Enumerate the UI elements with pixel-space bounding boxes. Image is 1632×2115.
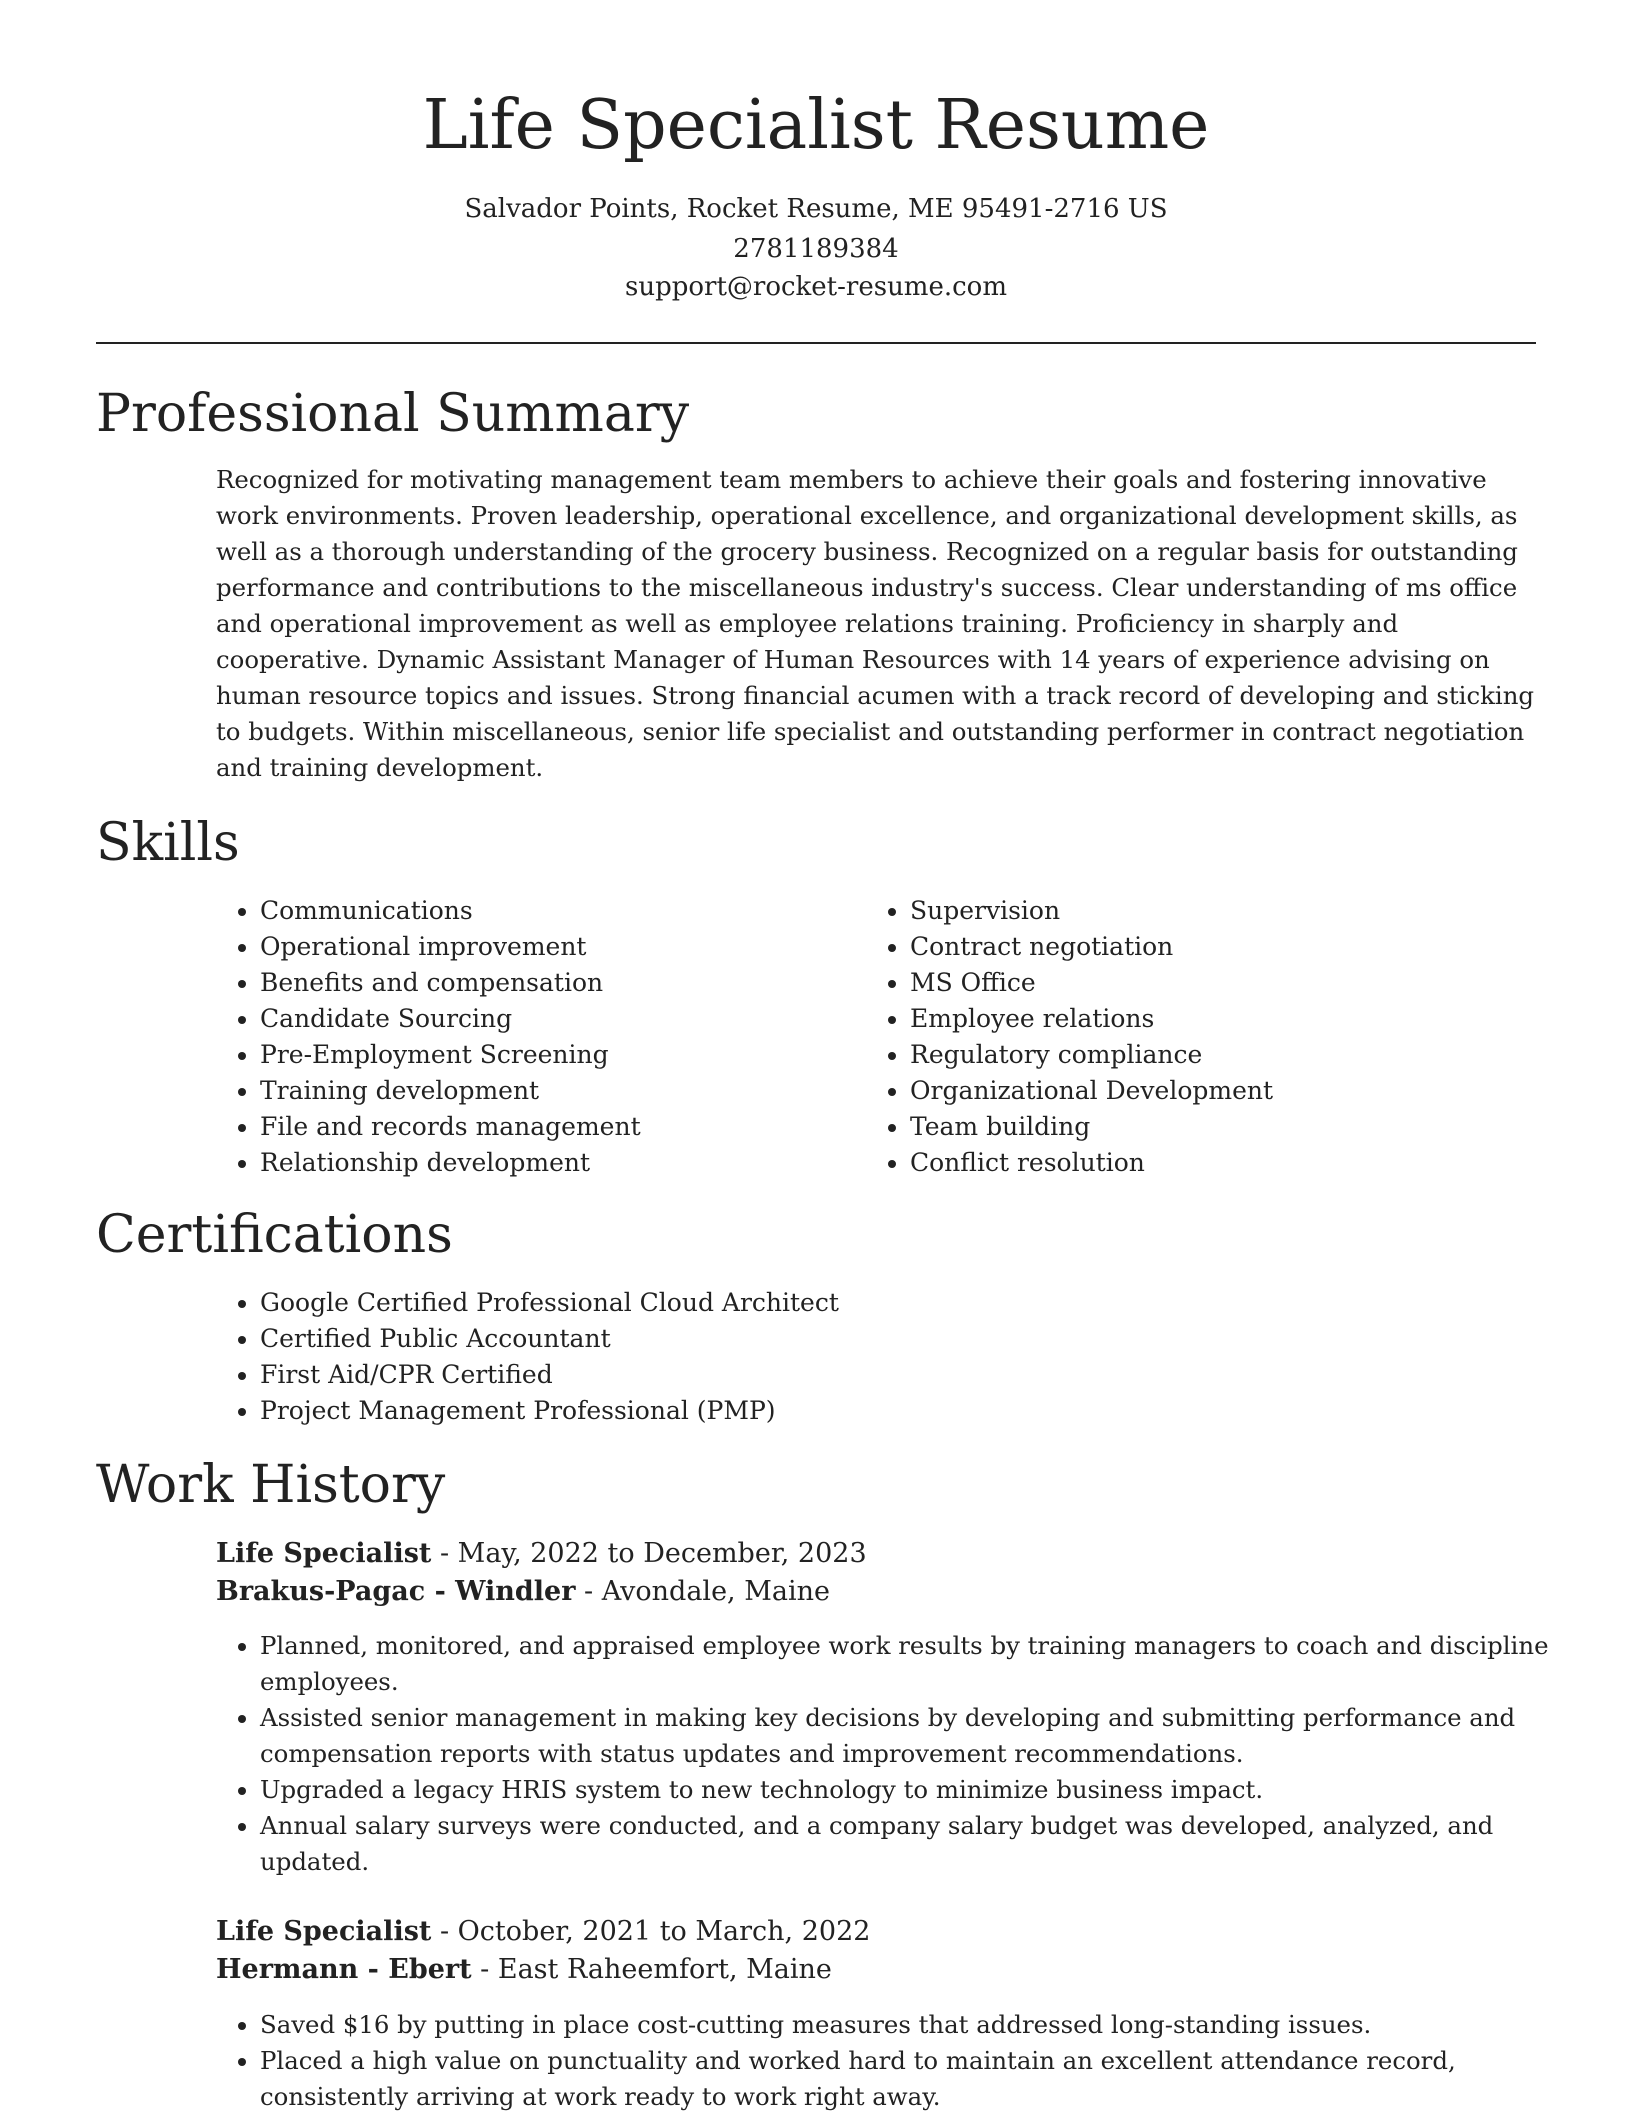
job-duty: • Annual salary surveys were conducted, and a company salary budget was developed, analyzed, and updated.	[260, 1808, 1570, 1880]
certification-item: • Google Certified Professional Cloud Architect	[260, 1285, 1460, 1321]
skill-item: • Operational improvement	[260, 929, 860, 965]
job-duty: • Upgraded a legacy HRIS system to new technology to minimize business impact.	[260, 1772, 1570, 1808]
job-title-line	[216, 1535, 867, 1573]
job-duty: • Assisted senior management in making key decisions by developing and submitting performance and compensation reports with status updates and improvement recommendations.	[260, 1700, 1570, 1772]
job-title-separator: -	[431, 1916, 458, 1947]
skills-heading: Skills	[96, 813, 240, 873]
job-dates: May, 2022 to December, 2023	[457, 1538, 867, 1569]
job-company-line	[216, 1951, 832, 1989]
certification-item: • First Aid/CPR Certified	[260, 1357, 1460, 1393]
skill-item: • Contract negotiation	[910, 929, 1510, 965]
work-history-heading: Work History	[96, 1455, 446, 1515]
skill-item: • MS Office	[910, 965, 1510, 1001]
skill-item: • Employee relations	[910, 1001, 1510, 1037]
job-location: Avondale, Maine	[601, 1576, 830, 1607]
certifications-list	[216, 1285, 1460, 1429]
job-title: Life Specialist	[216, 1916, 432, 1947]
certification-item: • Certified Public Accountant	[260, 1321, 1460, 1357]
contact-address: Salvador Points, Rocket Resume, ME 95491-2716 US	[464, 194, 1168, 224]
certification-item: • Project Management Professional (PMP)	[260, 1393, 1460, 1429]
skill-item: • Relationship development	[260, 1145, 860, 1181]
skills-list-right	[866, 893, 1510, 1181]
summary-text: Recognized for motivating management team members to achieve their goals and fostering innovative work environments. Proven leadership, operational excellence, and organizational development skills, as well as a thorough understanding of the grocery business. Recognized on a regular basis for outstanding performance and contributions to the miscellaneous industry's success. Clear understanding of ms office and operational improvement as well as employee relations training. Proficiency in sharply and cooperative. Dynamic Assistant Manager of Human Resources with 14 years of experience advising on human resource topics and issues. Strong financial acumen with a track record of developing and sticking to budgets. Within miscellaneous, senior life specialist and outstanding performer in contract negotiation and training development.	[216, 465, 1535, 782]
job-duties	[216, 2007, 1570, 2115]
summary-heading: Professional Summary	[96, 384, 690, 444]
skills-list-left	[216, 893, 860, 1181]
job-duty: • Saved $16 by putting in place cost-cutting measures that addressed long-standing issues.	[260, 2007, 1570, 2043]
job-duties	[216, 1628, 1570, 1880]
skill-item: • Organizational Development	[910, 1073, 1510, 1109]
job-dates: October, 2021 to March, 2022	[457, 1916, 871, 1947]
skill-item: • Supervision	[910, 893, 1510, 929]
skill-item: • Team building	[910, 1109, 1510, 1145]
job-company: Hermann - Ebert	[216, 1954, 472, 1985]
job-company-separator: -	[575, 1576, 602, 1607]
skill-item: • Conflict resolution	[910, 1145, 1510, 1181]
job-title: Life Specialist	[216, 1538, 432, 1569]
job-duty: • Placed a high value on punctuality and worked hard to maintain an excellent attendance record, consistently arriving at work ready to work right away.	[260, 2043, 1570, 2115]
contact-phone: 2781189384	[733, 234, 899, 264]
skill-item: • Regulatory compliance	[910, 1037, 1510, 1073]
skill-item: • File and records management	[260, 1109, 860, 1145]
contact-email: support@rocket-resume.com	[624, 272, 1007, 302]
skill-item: • Benefits and compensation	[260, 965, 860, 1001]
header-divider	[96, 342, 1536, 344]
job-location: East Raheemfort, Maine	[497, 1954, 832, 1985]
certifications-heading: Certifications	[96, 1205, 453, 1265]
skill-item: • Candidate Sourcing	[260, 1001, 860, 1037]
skill-item: • Pre-Employment Screening	[260, 1037, 860, 1073]
skill-item: • Training development	[260, 1073, 860, 1109]
resume-title: Life Specialist Resume	[422, 86, 1210, 165]
job-company-separator: -	[471, 1954, 498, 1985]
job-title-line	[216, 1913, 870, 1951]
job-title-separator: -	[431, 1538, 458, 1569]
job-company: Brakus-Pagac - Windler	[216, 1576, 576, 1607]
skill-item: • Communications	[260, 893, 860, 929]
job-duty: • Planned, monitored, and appraised employee work results by training managers to coach and discipline employees.	[260, 1628, 1570, 1700]
job-company-line	[216, 1573, 830, 1611]
